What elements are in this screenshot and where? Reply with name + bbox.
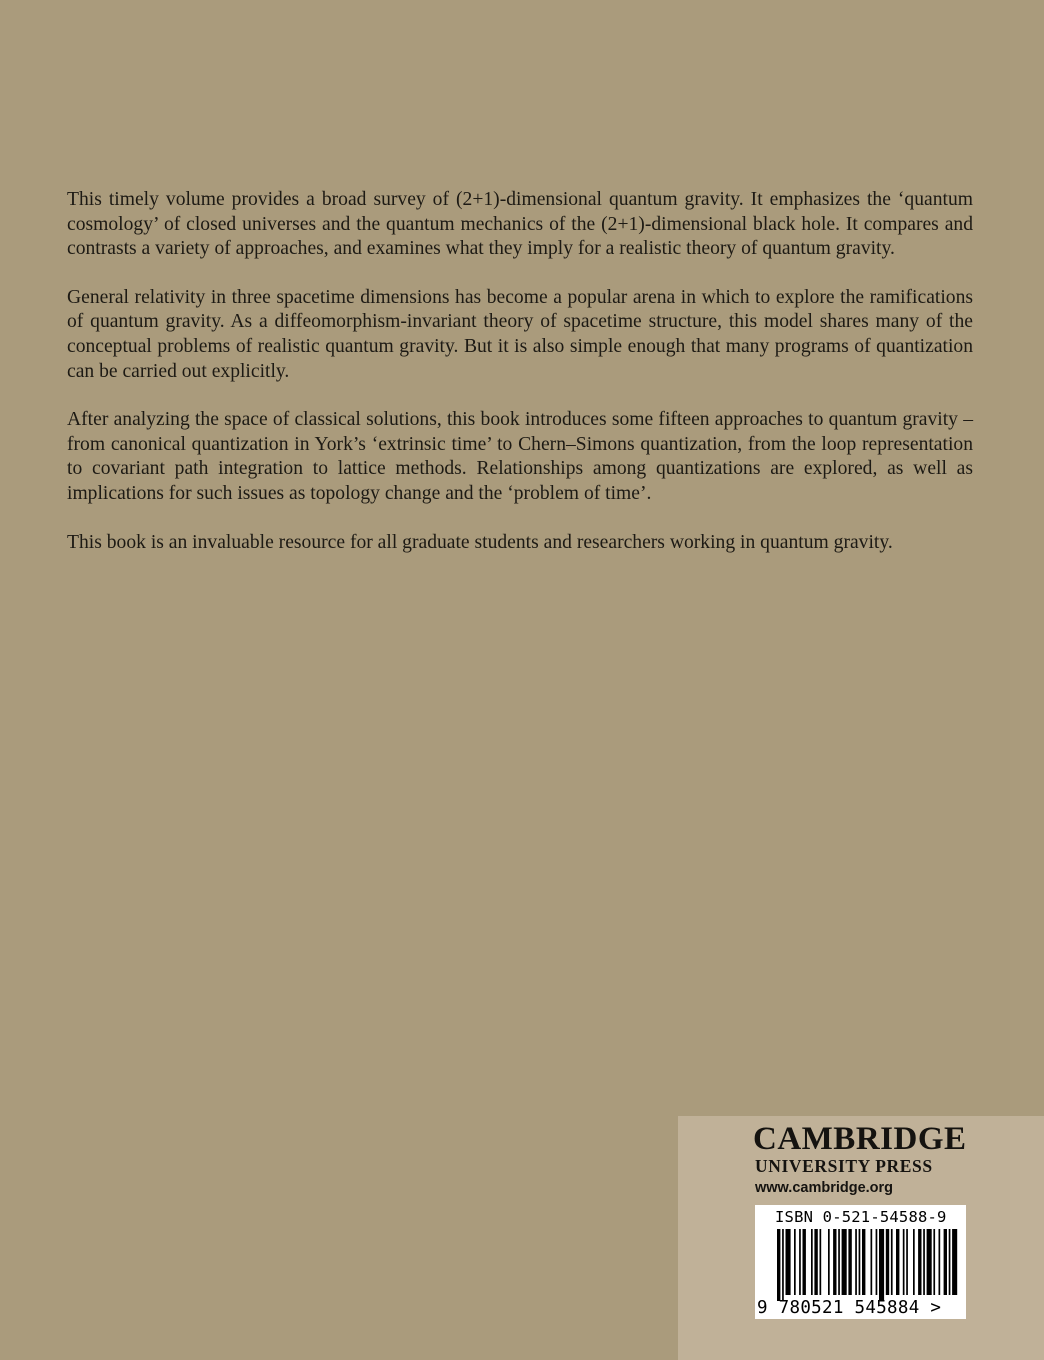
barcode-bar <box>862 1229 865 1295</box>
barcode-bar <box>803 1229 806 1295</box>
barcode-bar <box>859 1229 861 1295</box>
barcode-bar <box>933 1229 935 1295</box>
blurb-paragraph-1: This timely volume provides a broad survey of (2+1)-dimensional quantum gravity. It emphasizes the ‘quantum cosmology’ of closed universes and the quantum mechanics of the (2+1)-dimensional black hole. It compares and contrasts a variety of approaches, and examines what they imply for a realistic theory of quantum gravity. <box>67 189 973 260</box>
barcode-bar <box>923 1229 925 1295</box>
barcode-bar <box>833 1229 836 1295</box>
back-cover-blurb <box>67 188 973 579</box>
blurb-paragraph-3: After analyzing the space of classical solutions, this book introduces some fifteen approaches to quantum gravity – from canonical quantization in York’s ‘extrinsic time’ to Chern–Simons quantization, from the loop representation to covariant path integration to lattice methods. Relationships among quantizations are explored, as well as implications for such issues as topology change and the ‘problem of time’. <box>67 409 973 504</box>
barcode-bar <box>820 1229 822 1295</box>
blurb-paragraph-4: This book is an invaluable resource for all graduate students and researchers working in quantum gravity. <box>67 531 893 553</box>
barcode-bar <box>871 1229 873 1295</box>
barcode-bar <box>828 1229 830 1295</box>
barcode-bar <box>903 1229 905 1295</box>
publisher-website: www.cambridge.org <box>755 1180 894 1196</box>
blurb-paragraph-2: General relativity in three spacetime dimensions has become a popular arena in which to explore the ramifications of quantum gravity. As a diffeomorphism-invariant theory of spacetime structure, this model shares many of the conceptual problems of realistic quantum gravity. But it is also simple enough that many programs of quantization can be carried out explicitly. <box>67 286 973 382</box>
barcode-bar <box>855 1229 857 1295</box>
barcode-bar <box>949 1229 951 1295</box>
barcode-bar <box>848 1229 851 1295</box>
barcode-bar <box>777 1229 780 1301</box>
barcode-bar <box>886 1229 889 1295</box>
barcode-bar <box>906 1229 908 1295</box>
barcode-bar <box>876 1229 878 1295</box>
barcode-bar <box>814 1229 817 1295</box>
isbn-number: ISBN 0-521-54588-9 <box>775 1208 947 1226</box>
barcode-bar <box>838 1229 840 1295</box>
barcode-bar <box>842 1229 847 1295</box>
barcode-bar <box>896 1229 899 1295</box>
barcode-bar <box>891 1229 893 1295</box>
barcode-bar <box>944 1229 947 1295</box>
barcode-bar <box>927 1229 932 1295</box>
barcode-bar <box>782 1229 784 1301</box>
ean-digits: 9 780521 545884 > <box>757 1298 942 1318</box>
barcode-label <box>755 1205 966 1319</box>
barcode-bar <box>786 1229 791 1295</box>
barcode-bar <box>799 1229 801 1295</box>
barcode-bar <box>879 1229 884 1301</box>
barcode-bar <box>794 1229 796 1295</box>
barcode-bar <box>939 1229 941 1295</box>
barcode-bar <box>918 1229 921 1295</box>
publisher-subtitle: UNIVERSITY PRESS <box>755 1156 933 1176</box>
barcode-bar <box>811 1229 813 1295</box>
barcode-bar <box>952 1229 957 1295</box>
barcode-bar <box>913 1229 915 1295</box>
publisher-logo: CAMBRIDGE <box>753 1121 967 1157</box>
